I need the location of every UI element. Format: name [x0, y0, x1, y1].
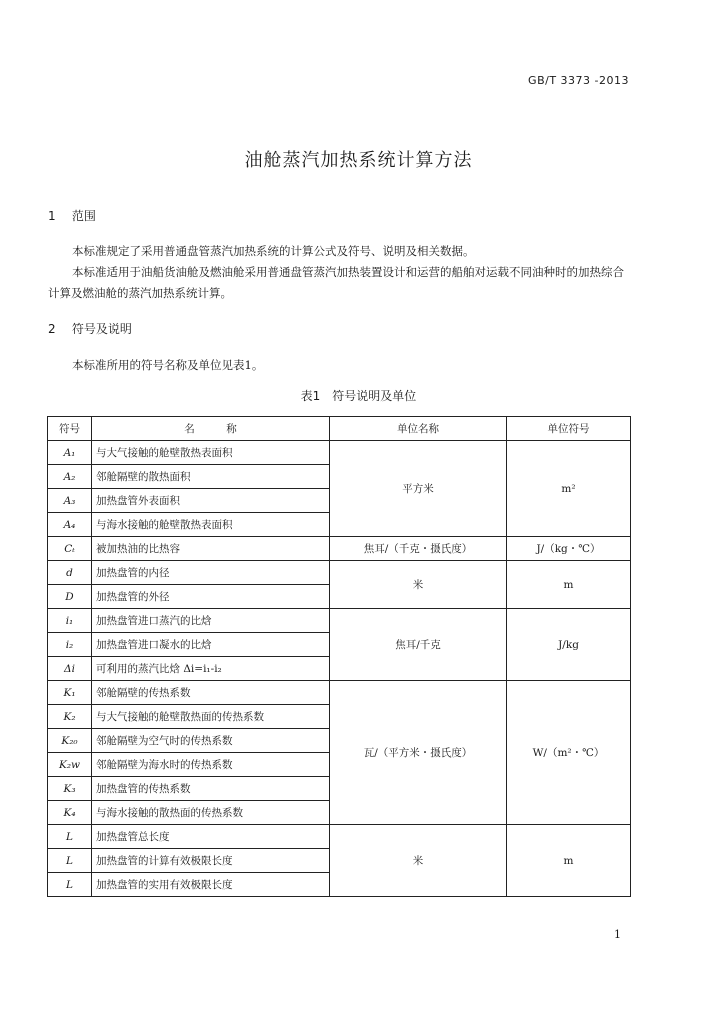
section1-body	[48, 241, 628, 304]
symbol-cell: K₂₀	[48, 729, 92, 753]
symbol-cell: i₂	[48, 633, 92, 657]
symbol-cell: K₁	[48, 681, 92, 705]
section1-heading	[48, 207, 96, 224]
symbol-cell: L	[48, 825, 92, 849]
symbol-cell: K₃	[48, 777, 92, 801]
document-title: 油舱蒸汽加热系统计算方法	[244, 150, 473, 171]
name-cell: 加热盘管的实用有效极限长度	[92, 873, 330, 897]
symbol-cell: K₂	[48, 705, 92, 729]
header-unit-name: 单位名称	[330, 417, 507, 441]
page-number: 1	[614, 928, 621, 941]
symbol-cell: K₂w	[48, 753, 92, 777]
unit-code-cell: m	[507, 825, 631, 897]
table-row	[48, 681, 631, 705]
symbol-cell: A₂	[48, 465, 92, 489]
unit-name-cell: 平方米	[330, 441, 507, 537]
symbol-cell: i₁	[48, 609, 92, 633]
table-row	[48, 441, 631, 465]
name-cell: 加热盘管的计算有效极限长度	[92, 849, 330, 873]
section1-paragraph-1: 本标准规定了采用普通盘管蒸汽加热系统的计算公式及符号、说明及相关数据。	[72, 244, 475, 258]
table-row	[48, 825, 631, 849]
symbol-cell: D	[48, 585, 92, 609]
name-cell: 与大气接触的舱壁散热表面积	[92, 441, 330, 465]
unit-code-cell: J/（kg・℃）	[507, 537, 631, 561]
unit-name-cell: 焦耳/千克	[330, 609, 507, 681]
symbol-cell: A₃	[48, 489, 92, 513]
name-cell: 被加热油的比热容	[92, 537, 330, 561]
standard-number: GB/T 3373 -2013	[528, 74, 629, 87]
table-row	[48, 561, 631, 585]
unit-code-cell: m	[507, 561, 631, 609]
symbol-cell: Δi	[48, 657, 92, 681]
name-cell: 加热盘管总长度	[92, 825, 330, 849]
symbol-cell: L	[48, 873, 92, 897]
name-cell: 邻舱隔壁的传热系数	[92, 681, 330, 705]
table-caption: 表1 符号说明及单位	[300, 389, 417, 403]
symbol-cell: A₁	[48, 441, 92, 465]
table-body	[48, 441, 631, 897]
name-cell: 加热盘管进口蒸汽的比焓	[92, 609, 330, 633]
symbol-cell: d	[48, 561, 92, 585]
name-cell: 加热盘管外表面积	[92, 489, 330, 513]
name-cell: 加热盘管的内径	[92, 561, 330, 585]
unit-name-cell: 米	[330, 561, 507, 609]
name-cell: 与大气接触的舱壁散热面的传热系数	[92, 705, 330, 729]
name-cell: 与海水接触的散热面的传热系数	[92, 801, 330, 825]
symbol-cell: Cₜ	[48, 537, 92, 561]
section1-paragraph-2: 本标准适用于油船货油舱及燃油舱采用普通盘管蒸汽加热装置设计和运营的船舶对运载不同油种时的加热综合计算及燃油舱的蒸汽加热系统计算。	[48, 265, 624, 300]
unit-name-cell: 瓦/（平方米・摄氏度）	[330, 681, 507, 825]
section1-number: 1	[48, 209, 56, 223]
name-cell: 可利用的蒸汽比焓 Δi=i₁-i₂	[92, 657, 330, 681]
unit-name-cell: 米	[330, 825, 507, 897]
header-unit-code: 单位符号	[507, 417, 631, 441]
unit-code-cell: J/kg	[507, 609, 631, 681]
name-cell: 邻舱隔壁为海水时的传热系数	[92, 753, 330, 777]
symbol-table	[47, 416, 631, 897]
unit-code-cell: W/（m²・℃）	[507, 681, 631, 825]
symbol-cell: L	[48, 849, 92, 873]
table-row	[48, 609, 631, 633]
section2-title: 符号及说明	[71, 322, 132, 336]
symbol-cell: A₄	[48, 513, 92, 537]
section2-paragraph: 本标准所用的符号名称及单位见表1。	[72, 358, 264, 372]
table-row	[48, 537, 631, 561]
unit-code-cell: m²	[507, 441, 631, 537]
unit-name-cell: 焦耳/（千克・摄氏度）	[330, 537, 507, 561]
header-symbol: 符号	[48, 417, 92, 441]
section2-number: 2	[48, 322, 56, 336]
header-name: 名 称	[92, 417, 330, 441]
name-cell: 加热盘管进口凝水的比焓	[92, 633, 330, 657]
table-header-row	[48, 417, 631, 441]
name-cell: 加热盘管的传热系数	[92, 777, 330, 801]
section1-title: 范围	[71, 209, 96, 223]
name-cell: 加热盘管的外径	[92, 585, 330, 609]
name-cell: 与海水接触的舱壁散热表面积	[92, 513, 330, 537]
symbol-cell: K₄	[48, 801, 92, 825]
name-cell: 邻舱隔壁为空气时的传热系数	[92, 729, 330, 753]
section2-heading	[48, 320, 132, 337]
name-cell: 邻舱隔壁的散热面积	[92, 465, 330, 489]
